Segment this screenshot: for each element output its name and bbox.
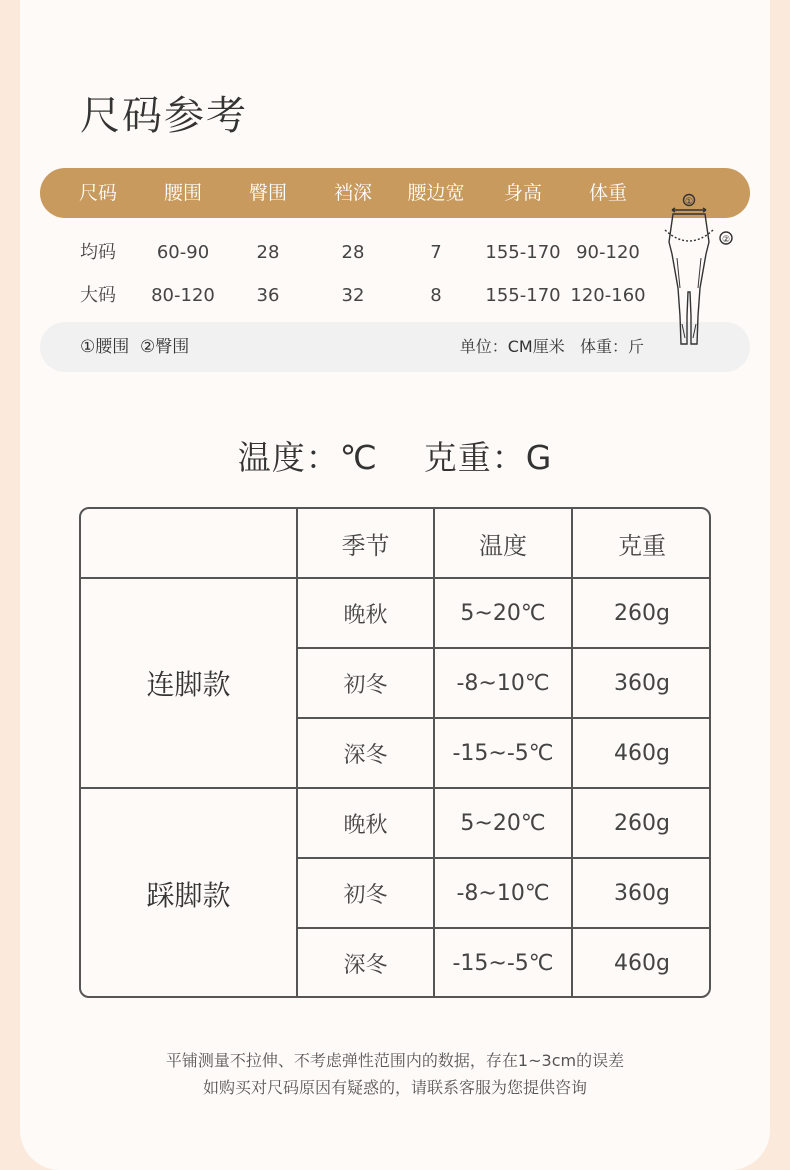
table-cell: 360g bbox=[614, 670, 670, 696]
table-header-cell: 季节 bbox=[341, 531, 390, 560]
weight-section-title: 温度：℃ 克重：G bbox=[237, 438, 553, 477]
table-header-cell: 温度 bbox=[479, 531, 527, 560]
table-cell: -8~10℃ bbox=[456, 880, 550, 906]
size-header-cell: 裆深 bbox=[333, 182, 372, 204]
table-cell: 初冬 bbox=[343, 882, 388, 908]
size-row-cell: 80-120 bbox=[151, 285, 215, 306]
table-header-cell bbox=[81, 509, 296, 577]
table-cell: -15~-5℃ bbox=[452, 951, 554, 976]
group-label: 踩脚款 bbox=[146, 878, 231, 912]
leggings-figure-icon bbox=[660, 188, 740, 352]
size-row-cell: 7 bbox=[430, 242, 442, 263]
table-cell: 360g bbox=[614, 880, 670, 906]
footer-note-1: 平铺测量不拉伸、不考虑弹性范围内的数据，存在1~3cm的误差 bbox=[165, 1051, 625, 1070]
size-header-cell: 尺码 bbox=[78, 182, 117, 204]
unit-note: 单位：CM厘米 体重：斤 bbox=[459, 337, 644, 356]
table-cell: 460g bbox=[614, 951, 670, 976]
size-row-cell: 大码 bbox=[80, 285, 116, 306]
figure-mark-hip: ② bbox=[721, 234, 731, 244]
size-row-cell: 120-160 bbox=[570, 285, 646, 306]
size-header-cell: 身高 bbox=[503, 182, 542, 204]
table-cell: -15~-5℃ bbox=[452, 740, 554, 766]
table-cell: 深冬 bbox=[343, 742, 388, 768]
size-row-cell: 28 bbox=[256, 242, 280, 263]
table-cell: -8~10℃ bbox=[456, 670, 550, 696]
table-cell: 深冬 bbox=[343, 953, 388, 978]
table-cell: 460g bbox=[614, 740, 670, 766]
table-cell: 260g bbox=[614, 600, 670, 626]
page-title: 尺码参考 bbox=[80, 93, 248, 139]
size-row-cell: 28 bbox=[341, 242, 365, 263]
table-cell: 260g bbox=[614, 810, 670, 836]
size-header-cell: 体重 bbox=[588, 182, 627, 204]
table-cell: 5~20℃ bbox=[460, 810, 546, 836]
size-row-cell: 155-170 bbox=[485, 285, 561, 306]
size-header-cell: 臀围 bbox=[248, 182, 287, 204]
size-row-cell: 36 bbox=[256, 285, 280, 306]
table-cell: 初冬 bbox=[343, 672, 388, 698]
size-row-cell: 155-170 bbox=[485, 242, 561, 263]
weight-table bbox=[79, 507, 711, 998]
group-label: 连脚款 bbox=[146, 668, 231, 701]
size-header-cell: 腰围 bbox=[163, 182, 202, 204]
table-cell: 晚秋 bbox=[343, 602, 388, 628]
size-row-cell: 90-120 bbox=[576, 242, 640, 263]
size-row-cell: 均码 bbox=[80, 242, 116, 263]
size-header-cell: 腰边宽 bbox=[407, 182, 465, 204]
figure-mark-waist: ① bbox=[684, 196, 694, 206]
size-row-cell: 8 bbox=[430, 285, 442, 306]
footer-note-2: 如购买对尺码原因有疑惑的，请联系客服为您提供咨询 bbox=[202, 1078, 587, 1097]
size-row-cell: 32 bbox=[341, 285, 365, 306]
table-cell: 晚秋 bbox=[343, 812, 388, 838]
size-row-cell: 60-90 bbox=[156, 242, 210, 263]
table-header-cell: 克重 bbox=[618, 531, 666, 560]
table-cell: 5~20℃ bbox=[460, 600, 546, 626]
measure-legend: ①腰围 ②臀围 bbox=[80, 337, 190, 357]
